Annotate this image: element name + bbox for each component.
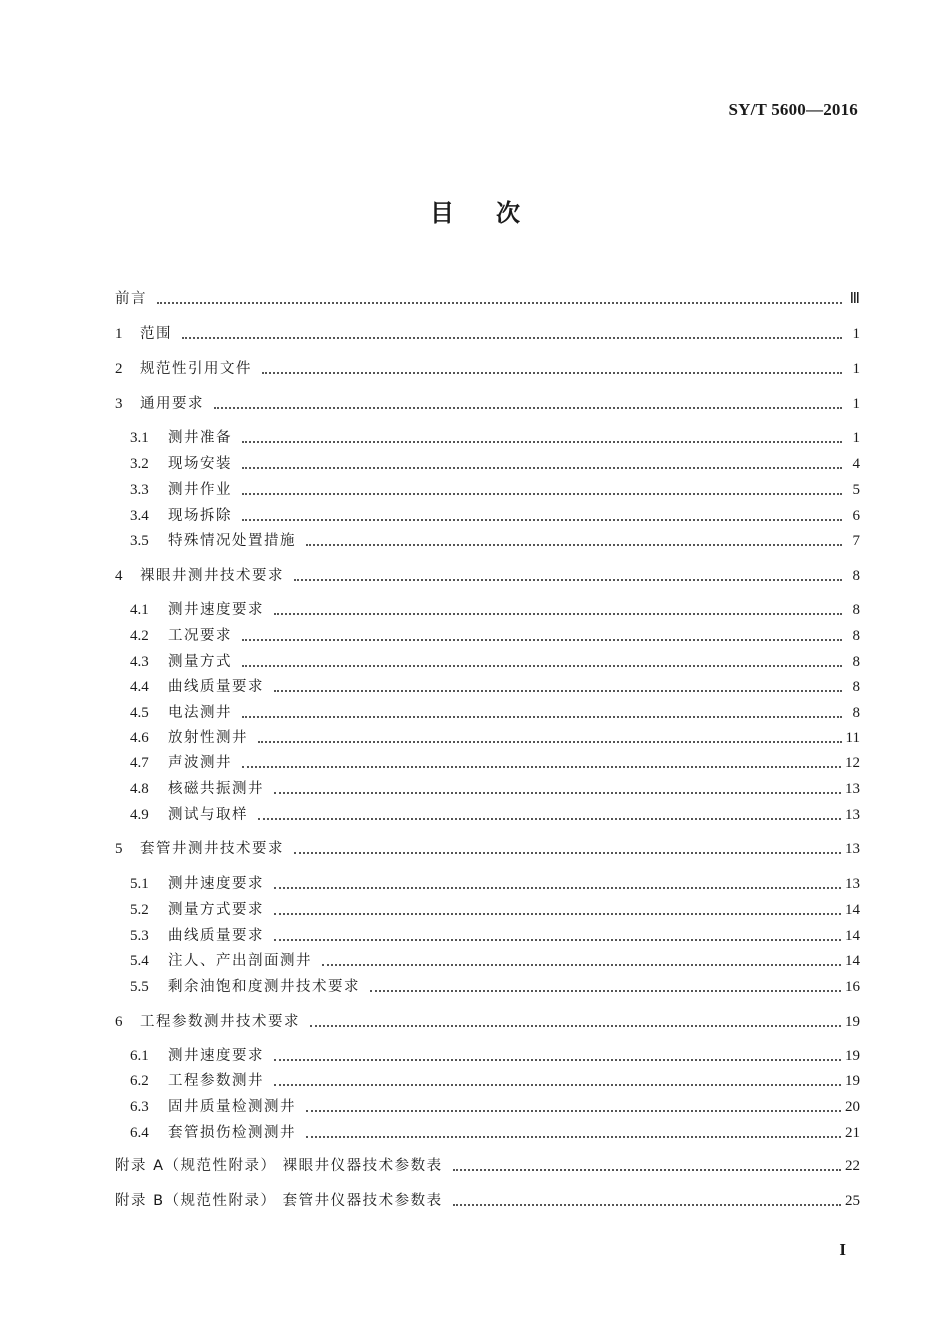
dot-leader [294,578,842,581]
toc-entry-number: 4.5 [130,705,149,721]
toc-entry-page: 4 [852,456,860,472]
toc-entry-title: 工况要求 [168,628,232,644]
toc-entry-title: 测井准备 [168,430,232,446]
toc-entry-title: 工程参数测井技术要求 [140,1014,300,1030]
toc-entry-page: 14 [845,953,860,969]
toc-entry[interactable] [130,804,860,826]
dot-leader [258,817,841,820]
toc-entry-title: 曲线质量要求 [168,679,264,695]
toc-entry-page: 13 [845,876,860,892]
dot-leader [274,886,841,889]
toc-entry-title: 曲线质量要求 [168,928,264,944]
page-number: I [839,1240,846,1259]
toc-entry-number: 6 [115,1014,123,1030]
toc-entry-number: 3.4 [130,508,149,524]
toc-entry-title: 测井作业 [168,482,232,498]
toc-entry-title: 测井速度要求 [168,876,264,892]
dot-leader [242,466,842,469]
toc-entry-page: 13 [845,807,860,823]
dot-leader [453,1168,841,1171]
toc-entry-title: 附录 A（规范性附录） 裸眼井仪器技术参数表 [115,1158,443,1174]
toc-entry-number: 6.4 [130,1125,149,1141]
dot-leader [242,492,842,495]
dot-leader [370,989,841,992]
dot-leader [322,963,841,966]
toc-entry-number: 5.2 [130,902,149,918]
toc-entry-number: 6.3 [130,1099,149,1115]
toc-entry-title: 测试与取样 [168,807,248,823]
toc-entry-number: 4.7 [130,755,149,771]
toc-title: 目次 [430,199,562,227]
dot-leader [242,440,842,443]
toc-entry-page: 8 [852,602,860,618]
dot-leader [306,543,842,546]
toc-entry-page: 11 [845,730,860,746]
toc-entry[interactable] [130,625,860,647]
dot-leader [274,912,841,915]
toc-entry-page: 5 [852,482,860,498]
toc-entry-title: 通用要求 [140,396,204,412]
toc-entry[interactable] [115,323,860,345]
toc-entry-title: 测量方式 [168,654,232,670]
toc-entry-title: 现场安装 [168,456,232,472]
toc-entry[interactable] [130,950,860,972]
dot-leader [214,406,842,409]
dot-leader [258,740,842,743]
toc-entry-page: 1 [852,396,860,412]
toc-entry-number: 6.1 [130,1048,149,1064]
dot-leader [274,689,842,692]
toc-entry-page: 22 [845,1158,860,1174]
toc-entry-page: 14 [845,928,860,944]
dot-leader [310,1024,841,1027]
toc-entry-page: 6 [852,508,860,524]
toc-entry-title: 核磁共振测井 [168,781,264,797]
toc-entry-number: 5 [115,841,123,857]
dot-leader [262,371,842,374]
toc-entry[interactable] [130,925,860,947]
toc-entry-page: 19 [845,1014,860,1030]
toc-entry[interactable] [115,358,860,380]
toc-entry[interactable] [130,778,860,800]
toc-entry-title: 套管损伤检测测井 [168,1125,296,1141]
toc-entry[interactable] [115,1190,860,1212]
dot-leader [306,1135,841,1138]
toc-entry-title: 裸眼井测井技术要求 [140,568,284,584]
dot-leader [274,938,841,941]
toc-entry-number: 4 [115,568,123,584]
dot-leader [242,664,842,667]
toc-entry-number: 4.3 [130,654,149,670]
toc-entry-page: 14 [845,902,860,918]
toc-entry-page: 8 [852,679,860,695]
toc-entry[interactable] [130,702,860,724]
toc-entry[interactable] [130,1096,860,1118]
toc-entry-number: 3 [115,396,123,412]
toc-entry-page: 8 [852,654,860,670]
toc-entry-title: 固井质量检测测井 [168,1099,296,1115]
dot-leader [182,336,842,339]
toc-entry-page: 7 [852,533,860,549]
toc-entry-page: Ⅲ [849,291,860,307]
toc-entry-number: 4.1 [130,602,149,618]
toc-entry-page: 8 [852,568,860,584]
toc-entry-title: 前言 [115,291,147,307]
toc-entry-number: 4.9 [130,807,149,823]
toc-entry-page: 25 [845,1193,860,1209]
toc-entry-number: 4.6 [130,730,149,746]
toc-entry-title: 范围 [140,326,172,342]
dot-leader [453,1203,841,1206]
toc-entry[interactable] [130,676,860,698]
toc-entry-page: 12 [845,755,860,771]
toc-entry[interactable] [115,1011,860,1033]
toc-entry-page: 21 [845,1125,860,1141]
dot-leader [242,518,842,521]
toc-entry-page: 13 [845,841,860,857]
toc-entry[interactable] [130,530,860,552]
toc-entry-number: 4.2 [130,628,149,644]
toc-entry-page: 13 [845,781,860,797]
toc-entry-page: 19 [845,1073,860,1089]
toc-entry[interactable] [130,599,860,621]
dot-leader [274,1083,841,1086]
toc-entry-page: 1 [852,361,860,377]
toc-entry[interactable] [115,565,860,587]
toc-entry-title: 测井速度要求 [168,1048,264,1064]
toc-entry-number: 5.4 [130,953,149,969]
toc-entry-title: 剩余油饱和度测井技术要求 [168,979,360,995]
toc-entry-page: 20 [845,1099,860,1115]
toc-entry[interactable] [130,505,860,527]
toc-entry[interactable] [130,899,860,921]
toc-entry[interactable] [130,453,860,475]
toc-entry-page: 8 [852,628,860,644]
dot-leader [242,765,841,768]
toc-entry-title: 工程参数测井 [168,1073,264,1089]
toc-entry-title: 测井速度要求 [168,602,264,618]
toc-entry-title: 放射性测井 [168,730,248,746]
toc-entry[interactable] [115,288,860,310]
toc-entry-number: 2 [115,361,123,377]
toc-entry[interactable] [130,479,860,501]
toc-entry-number: 5.1 [130,876,149,892]
toc-entry-title: 特殊情况处置措施 [168,533,296,549]
dot-leader [274,791,841,794]
toc-entry-title: 套管井测井技术要求 [140,841,284,857]
toc-entry-page: 19 [845,1048,860,1064]
toc-entry-number: 1 [115,326,123,342]
toc-entry[interactable] [115,1155,860,1177]
toc-entry[interactable] [130,1045,860,1067]
toc-entry[interactable] [130,1122,860,1144]
toc-entry-title: 电法测井 [168,705,232,721]
toc-entry[interactable] [130,651,860,673]
dot-leader [242,715,842,718]
toc-entry-page: 1 [852,326,860,342]
toc-entry-title: 附录 B（规范性附录） 套管井仪器技术参数表 [115,1193,443,1209]
toc-entry-title: 现场拆除 [168,508,232,524]
toc-entry[interactable] [130,873,860,895]
toc-entry-number: 5.3 [130,928,149,944]
toc-entry-page: 16 [845,979,860,995]
toc-entry-number: 4.8 [130,781,149,797]
toc-entry-number: 3.5 [130,533,149,549]
dot-leader [306,1109,841,1112]
toc-entry[interactable] [130,427,860,449]
toc-entry-number: 3.1 [130,430,149,446]
toc-entry[interactable] [130,752,860,774]
toc-entry-page: 8 [852,705,860,721]
toc-entry-page: 1 [852,430,860,446]
toc-entry-title: 声波测井 [168,755,232,771]
toc-entry-number: 3.3 [130,482,149,498]
toc-entry-title: 测量方式要求 [168,902,264,918]
dot-leader [274,1058,841,1061]
toc-entry-title: 注人、产出剖面测井 [168,953,312,969]
dot-leader [242,638,842,641]
toc-entry-number: 4.4 [130,679,149,695]
toc-entry-title: 规范性引用文件 [140,361,252,377]
toc-entry-number: 6.2 [130,1073,149,1089]
toc-entry[interactable] [130,976,860,998]
toc-entry[interactable] [115,393,860,415]
toc-entry[interactable] [130,727,860,749]
toc-entry[interactable] [130,1070,860,1092]
toc-entry[interactable] [115,838,860,860]
dot-leader [294,851,841,854]
toc-entry-number: 5.5 [130,979,149,995]
toc-entry-number: 3.2 [130,456,149,472]
dot-leader [157,301,842,304]
dot-leader [274,612,842,615]
standard-number: SY/T 5600—2016 [728,100,858,119]
